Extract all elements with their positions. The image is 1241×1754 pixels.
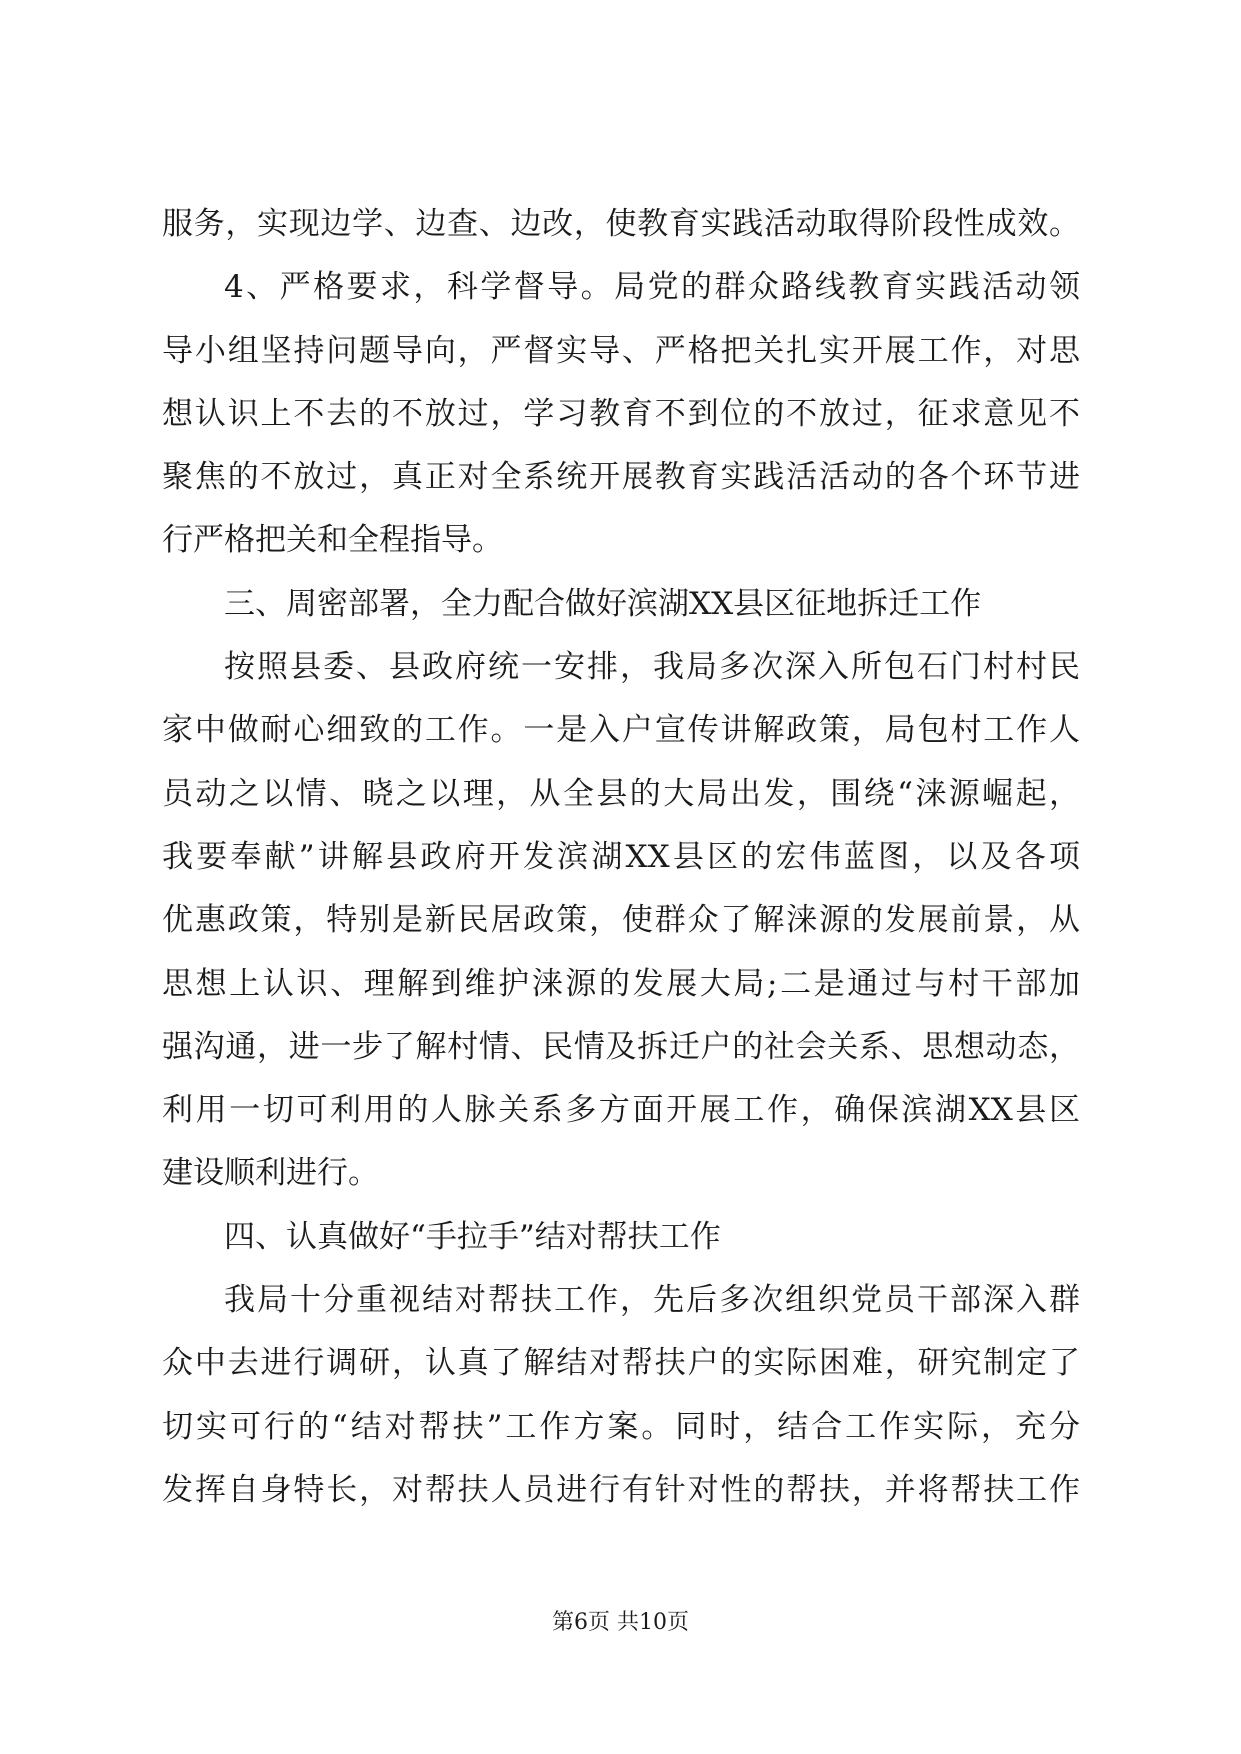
body-line: 4、严格要求，科学督导。局党的群众路线教育实践活动领: [224, 269, 1080, 306]
body-line: 发挥自身特长，对帮扶人员进行有针对性的帮扶，并将帮扶工作: [162, 1471, 1080, 1508]
section-heading: 三、周密部署，全力配合做好滨湖XX县区征地拆迁工作: [224, 585, 982, 622]
body-line: 员动之以情、晓之以理，从全县的大局出发，围绕“涞源崛起，: [162, 775, 1080, 812]
body-line: 强沟通，进一步了解村情、民情及拆迁户的社会关系、思想动态，: [162, 1028, 1080, 1065]
body-line: 我要奉献”讲解县政府开发滨湖XX县区的宏伟蓝图，以及各项: [162, 838, 1080, 875]
body-line: 聚焦的不放过，真正对全系统开展教育实践活活动的各个环节进: [162, 459, 1080, 496]
body-line: 思想上认识、理解到维护涞源的发展大局;二是通过与村干部加: [162, 965, 1080, 1002]
document-body: [162, 198, 1080, 1527]
body-line: 建设顺利进行。: [162, 1155, 379, 1192]
body-line: 按照县委、县政府统一安排，我局多次深入所包石门村村民: [224, 649, 1080, 686]
body-line: 行严格把关和全程指导。: [162, 522, 503, 559]
body-line: 服务，实现边学、边查、边改，使教育实践活动取得阶段性成效。: [162, 206, 1080, 242]
body-line: 想认识上不去的不放过，学习教育不到位的不放过，征求意见不: [162, 395, 1080, 432]
body-line: 众中去进行调研，认真了解结对帮扶户的实际困难，研究制定了: [162, 1345, 1080, 1382]
body-line: 利用一切可利用的人脉关系多方面开展工作，确保滨湖XX县区: [162, 1092, 1080, 1129]
body-line: 切实可行的“结对帮扶”工作方案。同时，结合工作实际，充分: [162, 1408, 1080, 1445]
body-line: 导小组坚持问题导向，严督实导、严格把关扎实开展工作，对思: [162, 332, 1080, 369]
body-line: 优惠政策，特别是新民居政策，使群众了解涞源的发展前景，从: [162, 902, 1080, 939]
body-line: 家中做耐心细致的工作。一是入户宣传讲解政策，局包村工作人: [162, 712, 1080, 749]
body-line: 我局十分重视结对帮扶工作，先后多次组织党员干部深入群: [224, 1282, 1080, 1319]
page-number-footer: 第6页 共10页: [552, 1610, 689, 1635]
section-heading: 四、认真做好“手拉手”结对帮扶工作: [224, 1218, 721, 1255]
